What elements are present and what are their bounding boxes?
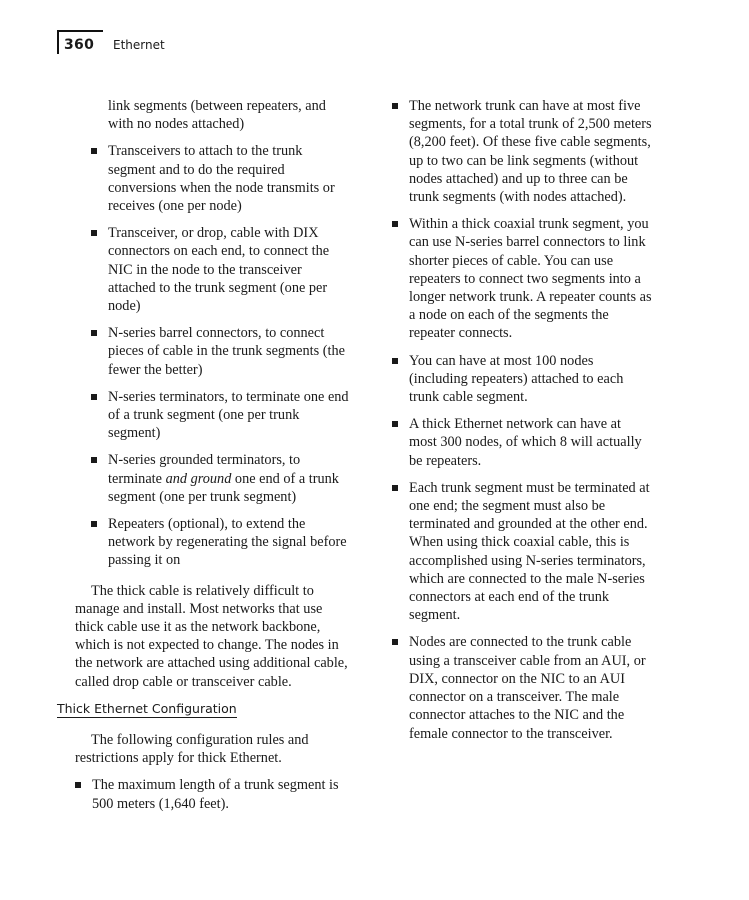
left-column <box>75 97 350 691</box>
list-item: Nodes are connected to the trunk cable using a transceiver cable from an AUI, or DIX, connector on the NIC to an AUI connector on a transceiver. The male connector attaches to the NIC and the female connector to the transceiver. <box>392 633 652 742</box>
list-item: You can have at most 100 nodes (including repeaters) attached to each trunk cable segment. <box>392 352 652 407</box>
list-item: N-series terminators, to terminate one end of a trunk segment (one per trunk segment) <box>91 388 350 443</box>
section-intro: The following configuration rules and restrictions apply for thick Ethernet. <box>75 732 309 767</box>
running-title: Ethernet <box>113 38 165 52</box>
rules-list-continued <box>392 97 652 743</box>
body-paragraph: The thick cable is relatively difficult to manage and install. Most networks that use thick cable use it as the network backbone, which is not expected to change. The nodes in the network are attached using additional cable, called drop cable or transceiver cable. <box>75 582 348 690</box>
component-list <box>91 142 350 569</box>
list-item: The maximum length of a trunk segment is 500 meters (1,640 feet). <box>75 776 350 812</box>
grounded-text-emphasis: and ground <box>165 470 232 487</box>
header-rule-vertical <box>57 30 59 54</box>
list-item: Transceivers to attach to the trunk segment and to do the required conversions when the node transmits or receives (one per node) <box>91 142 350 215</box>
list-item: Within a thick coaxial trunk segment, you can use N-series barrel connectors to link shorter pieces of cable. You can use repeaters to connect two segments into a longer network trunk. A repeater counts as a node on each of the segments the repeater connects. <box>392 215 652 342</box>
list-item: A thick Ethernet network can have at most 300 nodes, of which 8 will actually be repeaters. <box>392 415 652 470</box>
grounded-text-post: one end of a trunk segment (one per trunk segment) <box>108 470 339 505</box>
section-heading: Thick Ethernet Configuration <box>57 701 237 716</box>
continued-bullet-text: link segments (between repeaters, and with no nodes attached) <box>108 98 326 133</box>
rules-list <box>75 776 350 812</box>
list-item: The network trunk can have at most five segments, for a total trunk of 2,500 meters (8,200 feet). Of these five cable segments, up to two can be link segments (without nodes attached) and up to three can be trunk segments (with nodes attached). <box>392 97 652 206</box>
page-number: 360 <box>64 37 95 53</box>
list-item: Transceiver, or drop, cable with DIX connectors on each end, to connect the NIC in the node to the transceiver attached to the trunk segment (one per node) <box>91 224 350 315</box>
page-header <box>57 30 317 60</box>
list-item <box>91 451 350 506</box>
list-item: Repeaters (optional), to extend the network by regenerating the signal before passing it on <box>91 515 350 570</box>
list-item: N-series barrel connectors, to connect pieces of cable in the trunk segments (the fewer the better) <box>91 324 350 379</box>
left-column-section <box>75 731 350 822</box>
right-column <box>392 97 652 752</box>
grounded-text-pre: N-series grounded terminators, to terminate <box>108 452 301 487</box>
list-item: Each trunk segment must be terminated at one end; the segment must also be terminated and grounded at the other end. When using thick coaxial cable, this is accomplished using N-series terminators, which are connected to the male N-series connectors at each end of the trunk segment. <box>392 479 652 625</box>
header-rule-horizontal <box>57 30 103 32</box>
